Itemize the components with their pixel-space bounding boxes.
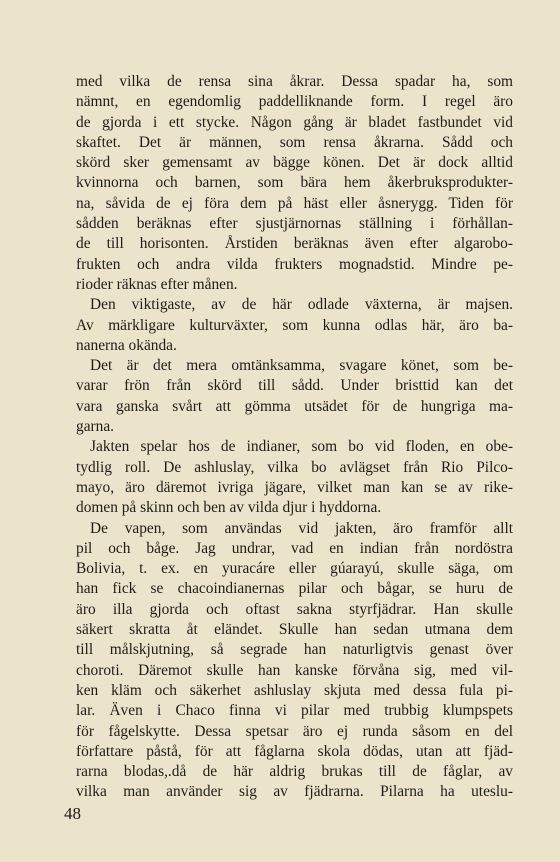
text-line: lar. Även i Chaco finna vi pilar med trubbig klumpspets <box>76 702 513 720</box>
text-line: ken kläm och säkerhet ashluslay skjuta med dessa fula pi- <box>76 681 513 699</box>
text-line: varar frön från skörd till sådd. Under bristtid kan det <box>76 377 513 395</box>
text-line: vara ganska svårt att gömma utsädet för de hungriga ma- <box>76 397 513 415</box>
text-line: domen på skinn och ben av vilda djur i hyddorna. <box>76 499 382 517</box>
text-line: för fågelskytte. Dessa spetsar äro ej runda såsom en del <box>76 722 513 740</box>
text-line: Det är det mera omtänksamma, svagare könet, som be- <box>90 357 513 375</box>
text-line: äro illa gjorda och oftast sakna styrfjädrar. Han skulle <box>76 600 513 618</box>
text-line: författare påstå, för att fåglarna skola dödas, utan att fjäd- <box>76 742 513 760</box>
text-line: de till horisonten. Årstiden beräknas även efter algarobo- <box>76 235 513 253</box>
text-line: de gjorda i ett stycke. Någon gång är bladet fastbundet vid <box>76 113 513 131</box>
text-line: säkert skratta åt eländet. Skulle han sedan utmana dem <box>76 621 513 639</box>
text-line: choroti. Däremot skulle han kanske förvåna sig, med vil- <box>76 661 513 679</box>
text-line: Bolivia, t. ex. en yuracáre eller gúarayú, skulle säga, om <box>76 560 513 578</box>
text-line: pil och båge. Jag undrar, vad en indian från nordöstra <box>76 539 513 557</box>
text-line: han fick se chacoindianernas pilar och bågar, se huru de <box>76 580 513 598</box>
text-line: frukten och andra vilda frukters mognadstid. Mindre pe- <box>76 255 513 273</box>
body-text <box>76 72 513 803</box>
text-line: skaftet. Det är männen, som rensa åkrarna. Sådd och <box>76 133 513 151</box>
text-line: sådden beräknas efter sjustjärnornas ställning i förhållan- <box>76 215 513 233</box>
text-line: Av märkligare kulturväxter, som kunna odlas här, äro ba- <box>76 316 513 334</box>
text-line: tydlig roll. De ashluslay, vilka bo avlägset från Rio Pilco- <box>76 458 513 476</box>
text-line: skörd sker gemensamt av bägge könen. Det är dock alltid <box>76 154 513 172</box>
text-line: De vapen, som användas vid jakten, äro framför allt <box>90 519 513 537</box>
text-line: rarna blodas,.då de här aldrig brukas till de fåglar, av <box>76 763 513 781</box>
text-line: rioder räknas efter månen. <box>76 275 238 293</box>
text-line: mayo, äro däremot ivriga jägare, vilket man kan se av rike- <box>76 478 513 496</box>
text-line: kvinnorna och barnen, som bära hem åkerbruksprodukter- <box>76 174 513 192</box>
text-line: Den viktigaste, av de här odlade växterna, är majsen. <box>90 296 513 314</box>
text-line: nanerna okända. <box>76 336 177 354</box>
text-line: na, såvida de ej föra dem på häst eller åsnerygg. Tiden för <box>76 194 513 212</box>
text-line: till målskjutning, så segrade han naturligtvis genast över <box>76 641 513 659</box>
text-line: med vilka de rensa sina åkrar. Dessa spadar ha, som <box>76 73 513 90</box>
text-line: vilka man använder sig av fjädrarna. Pilarna ha uteslu- <box>76 783 513 801</box>
text-line: Jakten spelar hos de indianer, som bo vid floden, en obe- <box>90 438 513 456</box>
text-line: garna. <box>76 418 115 436</box>
text-line: nämnt, en egendomlig paddelliknande form. I regel äro <box>76 93 513 111</box>
page-number: 48 <box>64 804 81 823</box>
